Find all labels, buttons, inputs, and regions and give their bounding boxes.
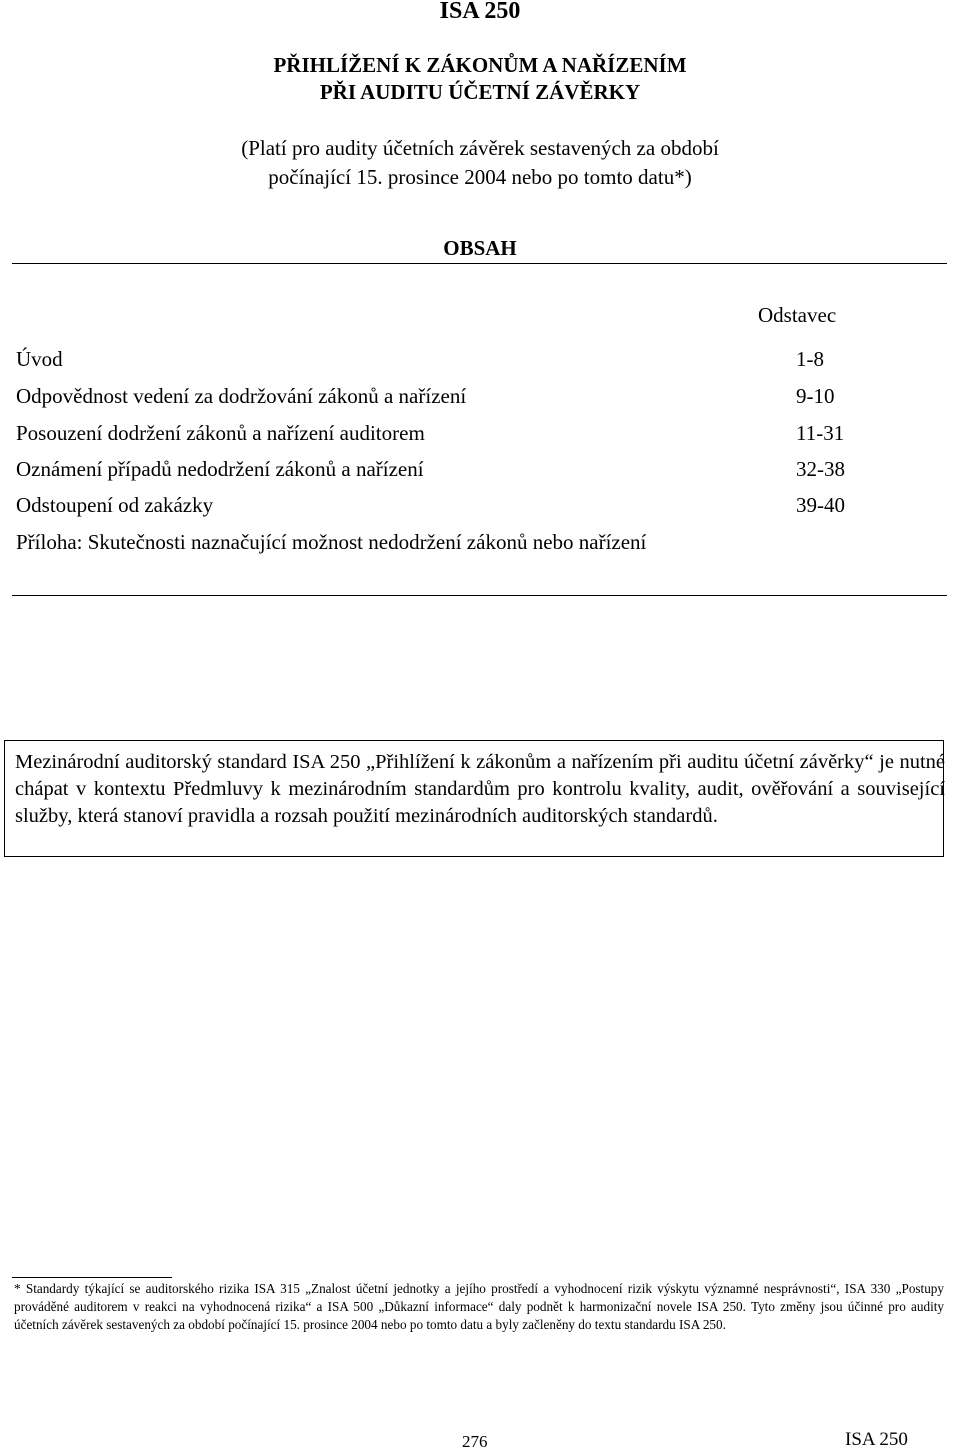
toc-row xyxy=(16,347,856,375)
document-heading xyxy=(0,52,960,106)
toc-row xyxy=(16,384,856,412)
validity-note xyxy=(0,134,960,192)
heading-line-2: PŘI AUDITU ÚČETNÍ ZÁVĚRKY xyxy=(319,80,641,104)
toc-label: Odpovědnost vedení za dodržování zákonů a nařízení xyxy=(16,384,467,408)
document-code-title: ISA 250 xyxy=(439,0,521,24)
toc-paragraphs: 39-40 xyxy=(796,493,845,517)
toc-row xyxy=(16,493,856,521)
footer-document-code: ISA 250 xyxy=(845,1429,908,1450)
footnote: * Standardy týkající se auditorského rizika ISA 315 „Znalost účetní jednotky a jejího prostředí a vyhodnocení rizik výskytu významné nesprávnosti“, ISA 330 „Postupy prováděné auditorem v reakci na vyhodnocená rizika“ a ISA 500 „Důkazní informace“ daly podnět k harmonizační novele ISA 250. Tyto změny jsou účinné pro audity účetních závěrek sestavených za období počínající 15. prosince 2004 nebo po tomto datu a byly začleněny do textu standardu ISA 250. xyxy=(14,1281,944,1332)
toc-label: Oznámení případů nedodržení zákonů a nařízení xyxy=(16,457,424,481)
validity-note-line-1: (Platí pro audity účetních závěrek sestavených za období xyxy=(241,136,719,160)
validity-note-line-2: počínající 15. prosince 2004 nebo po tomto datu*) xyxy=(268,165,692,189)
toc-paragraphs: 9-10 xyxy=(796,384,835,408)
contents-heading: OBSAH xyxy=(443,236,517,260)
toc-label: Posouzení dodržení zákonů a nařízení auditorem xyxy=(16,421,425,445)
contents-top-rule xyxy=(12,263,947,264)
standard-context-text: Mezinárodní auditorský standard ISA 250 „Přihlížení k zákonům a nařízením při auditu účetní závěrky“ je nutné chápat v kontextu Předmluvy k mezinárodním standardům pro kontrolu kvality, audit, ověřování a související služby, která stanoví pravidla a rozsah použití mezinárodních auditorských standardů. xyxy=(15,751,945,827)
toc-paragraphs: 11-31 xyxy=(796,421,845,445)
footnote-separator xyxy=(12,1277,172,1278)
page-number: 276 xyxy=(462,1432,488,1451)
toc-paragraphs: 32-38 xyxy=(796,457,845,481)
toc-row xyxy=(16,530,856,558)
toc-label: Úvod xyxy=(16,347,63,371)
toc-label: Příloha: Skutečnosti naznačující možnost nedodržení zákonů nebo nařízení xyxy=(16,530,647,554)
toc-label: Odstoupení od zakázky xyxy=(16,493,214,517)
toc-paragraphs: 1-8 xyxy=(796,347,824,371)
heading-line-1: PŘIHLÍŽENÍ K ZÁKONŮM A NAŘÍZENÍM xyxy=(273,53,687,77)
toc-row xyxy=(16,457,856,485)
toc-row xyxy=(16,421,856,449)
standard-context-box xyxy=(4,740,944,857)
contents-bottom-rule xyxy=(12,595,947,596)
paragraph-column-label: Odstavec xyxy=(758,303,837,327)
